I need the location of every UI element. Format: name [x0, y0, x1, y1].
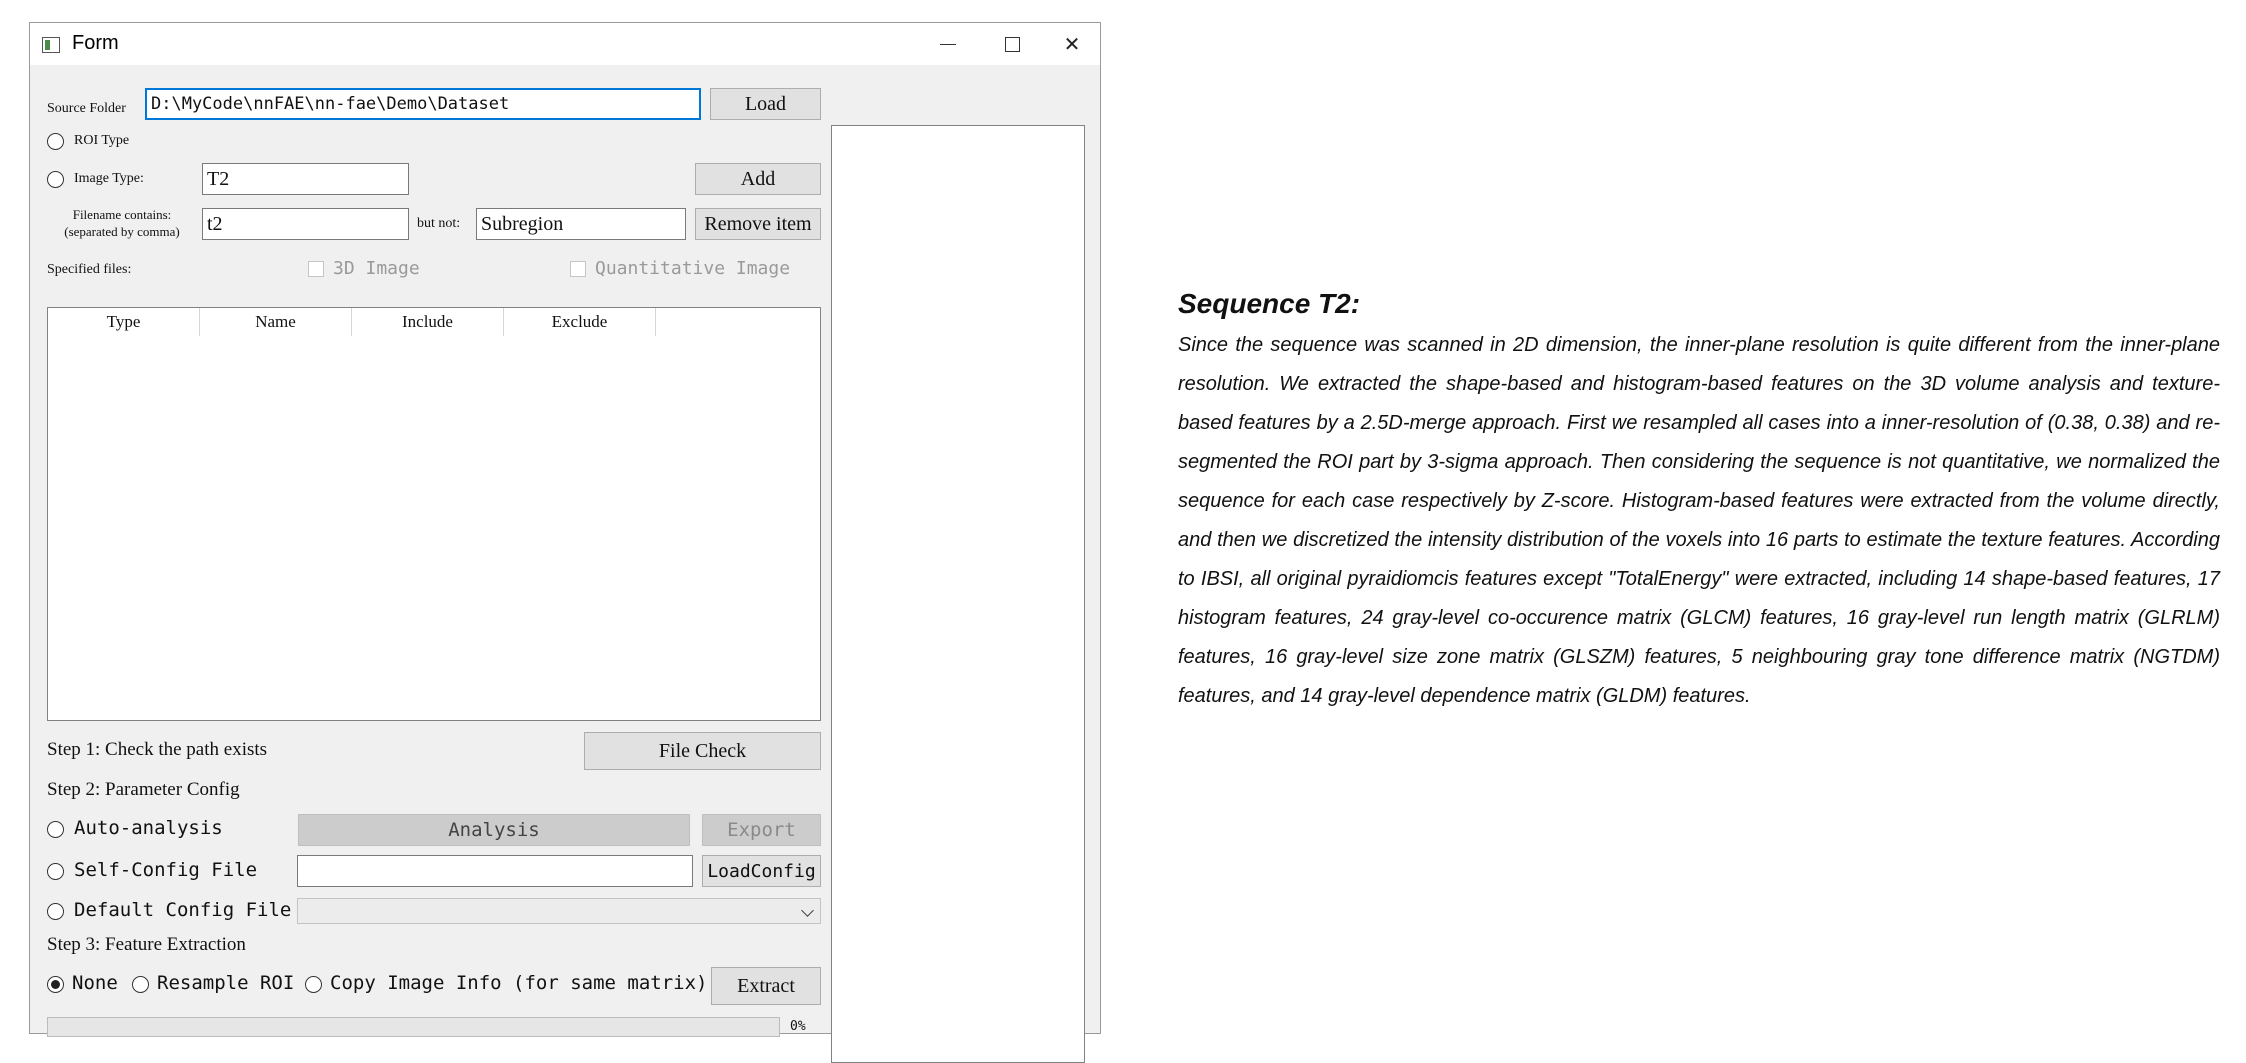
image-type-input[interactable]: T2 — [202, 163, 409, 195]
maximize-icon — [1005, 37, 1020, 52]
filename-contains-input[interactable]: t2 — [202, 208, 409, 240]
self-config-radio[interactable] — [47, 863, 64, 880]
3d-image-checkbox[interactable] — [308, 261, 324, 277]
maximize-button[interactable] — [982, 23, 1042, 65]
close-icon: ✕ — [1063, 32, 1081, 56]
step2-label: Step 2: Parameter Config — [47, 779, 240, 800]
minimize-icon — [940, 44, 956, 45]
close-button[interactable] — [1042, 23, 1102, 65]
but-not-label: but not: — [417, 216, 461, 231]
load-button[interactable]: Load — [710, 88, 821, 120]
copy-image-info-label: Copy Image Info (for same matrix) — [330, 972, 708, 994]
preview-panel — [831, 125, 1085, 1063]
column-header-name[interactable]: Name — [200, 308, 352, 336]
analysis-button[interactable]: Analysis — [298, 814, 690, 846]
none-radio[interactable] — [47, 976, 64, 993]
resample-roi-radio[interactable] — [132, 976, 149, 993]
roi-type-label: ROI Type — [74, 133, 130, 148]
column-header-exclude[interactable]: Exclude — [504, 308, 656, 336]
but-not-input[interactable]: Subregion — [476, 208, 686, 240]
default-config-label: Default Config File — [74, 899, 292, 921]
filename-label-line2: (separated by comma) — [64, 224, 180, 239]
resample-roi-label: Resample ROI — [157, 972, 295, 994]
load-config-button[interactable]: LoadConfig — [702, 855, 821, 887]
description-body: Since the sequence was scanned in 2D dimension, the inner-plane resolution is quite different from the inner-plane resolution. We extracted the shape-based and histogram-based features on the 3D volume analysis and texture-based features by a 2.5D-merge approach. First we resampled all cases into a inner-resolution of (0.38, 0.38) and re-segmented the ROI part by 3-sigma approach. Then considering the sequence is not quantitative, we normalized the sequence for each case respectively by Z-score. Histogram-based features were extracted from the volume directly, and then we discretized the intensity distribution of the voxels into 16 parts to estimate the texture features. According to IBSI, all original pyraidiomcis features except "TotalEnergy" were extracted, including 14 shape-based features, 17 histogram features, 24 gray-level co-occurence matrix (GLCM) features, 16 gray-level run length matrix (GLRLM) features, 16 gray-level size zone matrix (GLSZM) features, 5 neighbouring gray tone difference matrix (NGTDM) features, and 14 gray-level dependence matrix (GLDM) features. — [1178, 334, 2220, 707]
description-title: Sequence T2: — [1178, 288, 1361, 319]
add-button[interactable]: Add — [695, 163, 821, 195]
sequence-description — [1178, 288, 2220, 716]
none-label: None — [72, 972, 118, 994]
file-check-button[interactable]: File Check — [584, 732, 821, 770]
title-bar — [30, 23, 1100, 65]
image-type-radio[interactable] — [47, 171, 64, 188]
filename-contains-label — [47, 206, 197, 240]
progress-text: 0% — [790, 1019, 806, 1034]
specified-files-table[interactable] — [47, 307, 821, 721]
form-window — [29, 22, 1101, 1034]
form-content — [30, 65, 1100, 1033]
copy-image-info-radio[interactable] — [305, 976, 322, 993]
step3-label: Step 3: Feature Extraction — [47, 934, 246, 955]
3d-image-label: 3D Image — [333, 258, 420, 279]
minimize-button[interactable] — [918, 23, 978, 65]
image-type-label: Image Type: — [74, 171, 144, 186]
progress-bar — [47, 1017, 780, 1037]
source-folder-label: Source Folder — [47, 101, 126, 116]
quantitative-image-checkbox[interactable] — [570, 261, 586, 277]
default-config-radio[interactable] — [47, 903, 64, 920]
source-folder-input[interactable]: D:\MyCode\nnFAE\nn-fae\Demo\Dataset — [145, 88, 701, 120]
default-config-select[interactable] — [297, 898, 821, 924]
specified-files-label: Specified files: — [47, 262, 132, 277]
roi-type-radio[interactable] — [47, 133, 64, 150]
app-icon — [42, 37, 60, 53]
window-title: Form — [72, 32, 119, 54]
remove-item-button[interactable]: Remove item — [695, 208, 821, 240]
auto-analysis-label: Auto-analysis — [74, 817, 223, 839]
quantitative-image-label: Quantitative Image — [595, 258, 791, 279]
step1-label: Step 1: Check the path exists — [47, 739, 268, 760]
filename-label-line1: Filename contains: — [72, 207, 172, 222]
self-config-label: Self-Config File — [74, 859, 258, 881]
column-header-type[interactable]: Type — [48, 308, 200, 336]
column-header-include[interactable]: Include — [352, 308, 504, 336]
chevron-down-icon — [801, 904, 814, 917]
export-button[interactable]: Export — [702, 814, 821, 846]
auto-analysis-radio[interactable] — [47, 821, 64, 838]
table-header — [48, 308, 656, 336]
extract-button[interactable]: Extract — [711, 967, 821, 1005]
self-config-input[interactable] — [297, 855, 693, 887]
